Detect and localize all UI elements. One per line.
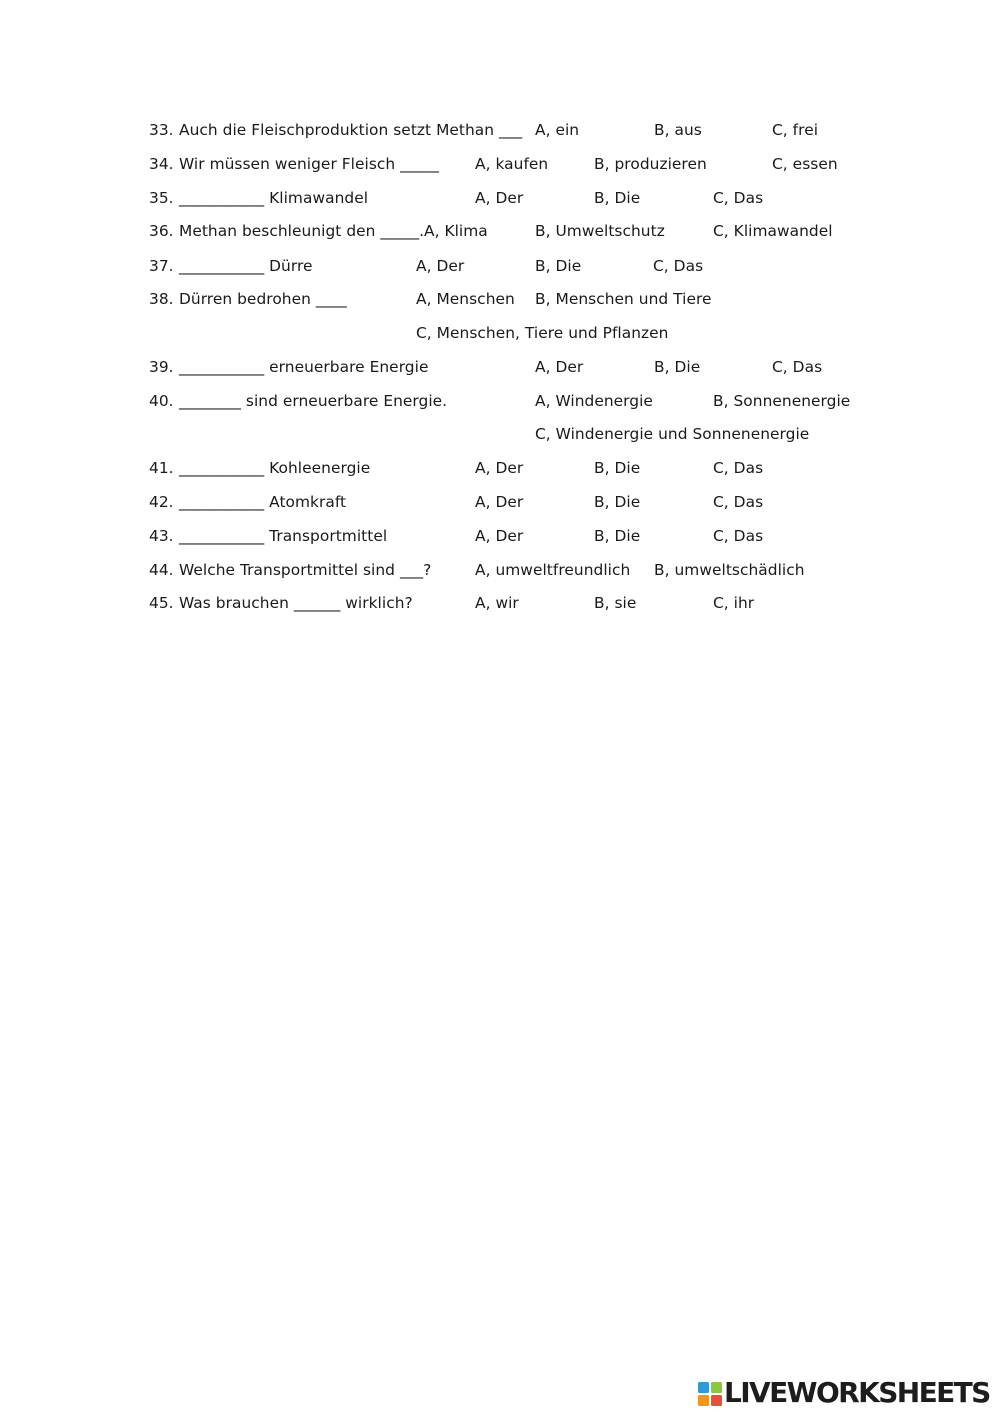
question-text: ___________ erneuerbare Energie: [179, 358, 429, 376]
option-c: C, Das: [713, 459, 764, 477]
option-a: A, Der: [475, 493, 524, 511]
option-b: B, Die: [535, 257, 582, 275]
option-a: A, Der: [475, 527, 524, 545]
question-number: 34.: [149, 155, 174, 173]
option-a: A, kaufen: [475, 155, 549, 173]
option-c: C, Windenergie und Sonnenenergie: [535, 425, 810, 443]
option-b: B, Die: [594, 459, 641, 477]
option-c: C, Das: [713, 189, 764, 207]
option-c: C, ihr: [713, 594, 755, 612]
option-b: B, Die: [594, 493, 641, 511]
brand-text: LIVEWORKSHEETS: [724, 1376, 990, 1409]
option-b: B, Die: [654, 358, 701, 376]
option-c: C, Das: [713, 527, 764, 545]
option-b: B, produzieren: [594, 155, 707, 173]
question-text: Dürren bedrohen ____: [179, 290, 347, 308]
option-c: C, Das: [772, 358, 823, 376]
worksheet: [0, 0, 1000, 660]
question-number: 38.: [149, 290, 174, 308]
question-number: 37.: [149, 257, 174, 275]
option-a: A, Der: [475, 189, 524, 207]
question-number: 36.: [149, 222, 174, 240]
option-a: A, Menschen: [416, 290, 515, 308]
question-number: 42.: [149, 493, 174, 511]
question-number: 39.: [149, 358, 174, 376]
option-a: A, ein: [535, 121, 580, 139]
option-c: C, frei: [772, 121, 819, 139]
option-a: A, Der: [416, 257, 465, 275]
question-number: 44.: [149, 561, 174, 579]
option-a: A, Der: [475, 459, 524, 477]
option-c: C, Das: [713, 493, 764, 511]
question-text: ___________ Kohleenergie: [179, 459, 371, 477]
option-b: B, Menschen und Tiere: [535, 290, 712, 308]
option-a: A, Der: [535, 358, 584, 376]
option-b: B, Die: [594, 189, 641, 207]
option-b: B, Die: [594, 527, 641, 545]
question-text: Auch die Fleischproduktion setzt Methan ___: [179, 121, 523, 139]
question-text: ___________ Transportmittel: [179, 527, 388, 545]
question-number: 43.: [149, 527, 174, 545]
question-text: Wir müssen weniger Fleisch _____: [179, 155, 439, 173]
question-text: Was brauchen ______ wirklich?: [179, 594, 413, 612]
option-c: C, Klimawandel: [713, 222, 833, 240]
question-text: ___________ Atomkraft: [179, 493, 347, 511]
option-c: C, Das: [653, 257, 704, 275]
liveworksheets-logo-icon: [698, 1382, 722, 1406]
question-text: Methan beschleunigt den _____.: [179, 222, 425, 240]
option-a: A, wir: [475, 594, 519, 612]
question-text: ___________ Klimawandel: [179, 189, 369, 207]
option-a: A, Windenergie: [535, 392, 653, 410]
option-b: B, umweltschädlich: [654, 561, 805, 579]
question-text: Welche Transportmittel sind ___?: [179, 561, 432, 579]
option-c: C, Menschen, Tiere und Pflanzen: [416, 324, 669, 342]
option-b: B, Sonnenenergie: [713, 392, 851, 410]
option-a: A, Klima: [424, 222, 488, 240]
option-a: A, umweltfreundlich: [475, 561, 631, 579]
question-number: 41.: [149, 459, 174, 477]
option-b: B, Umweltschutz: [535, 222, 665, 240]
question-text: ________ sind erneuerbare Energie.: [179, 392, 448, 410]
question-text: ___________ Dürre: [179, 257, 313, 275]
question-number: 33.: [149, 121, 174, 139]
liveworksheets-brand: [698, 1377, 994, 1409]
option-c: C, essen: [772, 155, 838, 173]
option-b: B, sie: [594, 594, 637, 612]
question-number: 40.: [149, 392, 174, 410]
option-b: B, aus: [654, 121, 702, 139]
question-number: 35.: [149, 189, 174, 207]
question-number: 45.: [149, 594, 174, 612]
